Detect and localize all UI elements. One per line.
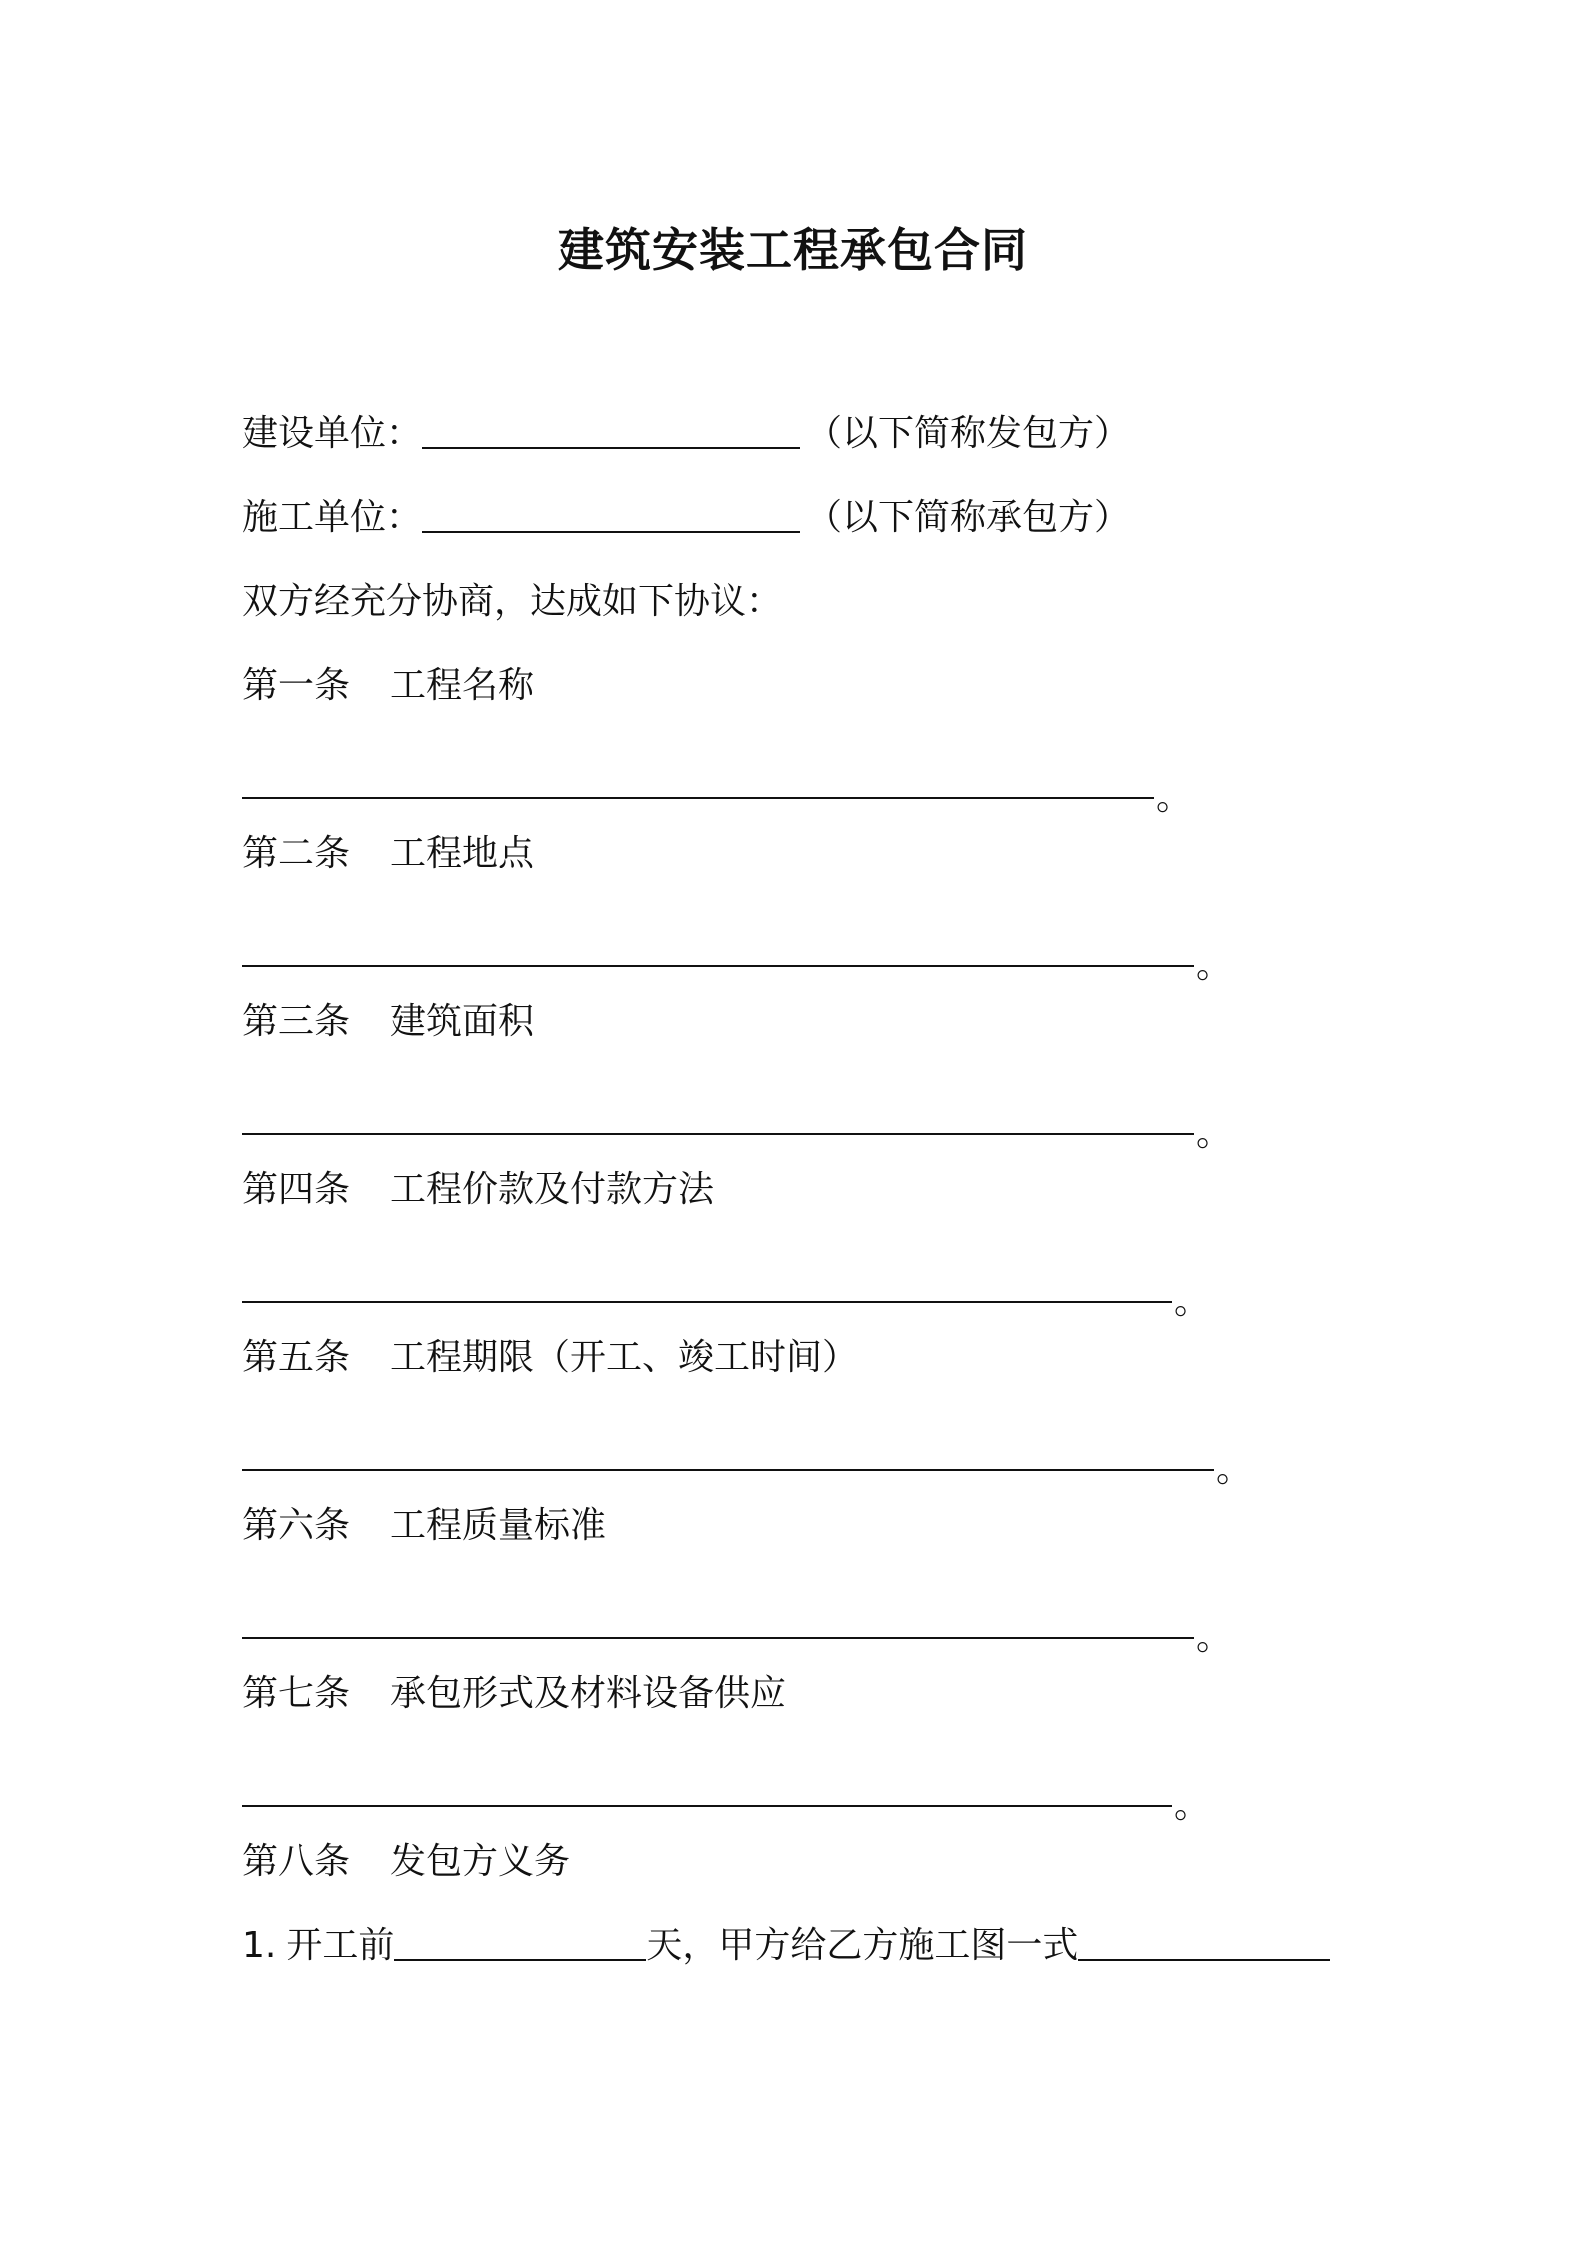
- article-title: 工程地点: [390, 833, 535, 874]
- article-2-heading: [242, 830, 534, 878]
- end-mark: 。: [1216, 1449, 1253, 1490]
- article-5-heading: [242, 1334, 858, 1382]
- article-3-fill-line: [242, 1096, 1232, 1158]
- party-b-label: 施工单位：: [242, 497, 423, 538]
- article-title: 工程期限（开工、竣工时间）: [390, 1337, 859, 1378]
- article-7-heading: [242, 1670, 786, 1718]
- party-a-label: 建设单位：: [242, 413, 423, 454]
- article-5-fill-line: [242, 1432, 1252, 1494]
- item-1-part2: 天，甲方给乙方施工图一式: [646, 1925, 1079, 1966]
- item-1-line: [242, 1922, 1330, 1970]
- article-5-blank[interactable]: [242, 1433, 1214, 1471]
- article-8-heading: [242, 1838, 570, 1886]
- article-6-fill-line: [242, 1600, 1232, 1662]
- article-7-fill-line: [242, 1768, 1210, 1830]
- item-1-copies-blank[interactable]: [1078, 1923, 1330, 1961]
- article-2-blank[interactable]: [242, 929, 1194, 967]
- article-3-heading: [242, 998, 534, 1046]
- article-title: 工程名称: [390, 665, 535, 706]
- article-title: 发包方义务: [390, 1841, 571, 1882]
- preamble: 双方经充分协商，达成如下协议：: [242, 581, 783, 622]
- article-number: 第一条: [242, 665, 351, 706]
- end-mark: 。: [1196, 1113, 1233, 1154]
- end-mark: 。: [1196, 945, 1233, 986]
- article-number: 第三条: [242, 1001, 351, 1042]
- end-mark: 。: [1196, 1617, 1233, 1658]
- article-title: 建筑面积: [390, 1001, 535, 1042]
- article-number: 第六条: [242, 1505, 351, 1546]
- article-number: 第七条: [242, 1673, 351, 1714]
- document-title: 建筑安装工程承包合同: [558, 223, 1028, 277]
- end-mark: 。: [1174, 1281, 1211, 1322]
- party-a-suffix: （以下简称发包方）: [806, 413, 1131, 454]
- article-number: 第五条: [242, 1337, 351, 1378]
- article-number: 第八条: [242, 1841, 351, 1882]
- party-a-line: [242, 410, 1130, 458]
- item-1-part1: 开工前: [286, 1925, 395, 1966]
- item-1-number: 1.: [242, 1925, 277, 1966]
- party-a-blank[interactable]: [422, 411, 800, 449]
- party-b-blank[interactable]: [422, 495, 800, 533]
- article-6-blank[interactable]: [242, 1601, 1194, 1639]
- article-6-heading: [242, 1502, 606, 1550]
- article-1-fill-line: [242, 760, 1192, 822]
- article-4-heading: [242, 1166, 714, 1214]
- article-number: 第二条: [242, 833, 351, 874]
- article-1-heading: [242, 662, 534, 710]
- article-4-blank[interactable]: [242, 1265, 1172, 1303]
- article-title: 承包形式及材料设备供应: [390, 1673, 787, 1714]
- end-mark: 。: [1174, 1785, 1211, 1826]
- article-1-blank[interactable]: [242, 761, 1154, 799]
- party-b-line: [242, 494, 1130, 542]
- article-2-fill-line: [242, 928, 1232, 990]
- end-mark: 。: [1156, 777, 1193, 818]
- party-b-suffix: （以下简称承包方）: [806, 497, 1131, 538]
- article-title: 工程价款及付款方法: [390, 1169, 715, 1210]
- item-1-days-blank[interactable]: [394, 1923, 646, 1961]
- article-7-blank[interactable]: [242, 1769, 1172, 1807]
- article-4-fill-line: [242, 1264, 1210, 1326]
- article-number: 第四条: [242, 1169, 351, 1210]
- article-3-blank[interactable]: [242, 1097, 1194, 1135]
- article-title: 工程质量标准: [390, 1505, 607, 1546]
